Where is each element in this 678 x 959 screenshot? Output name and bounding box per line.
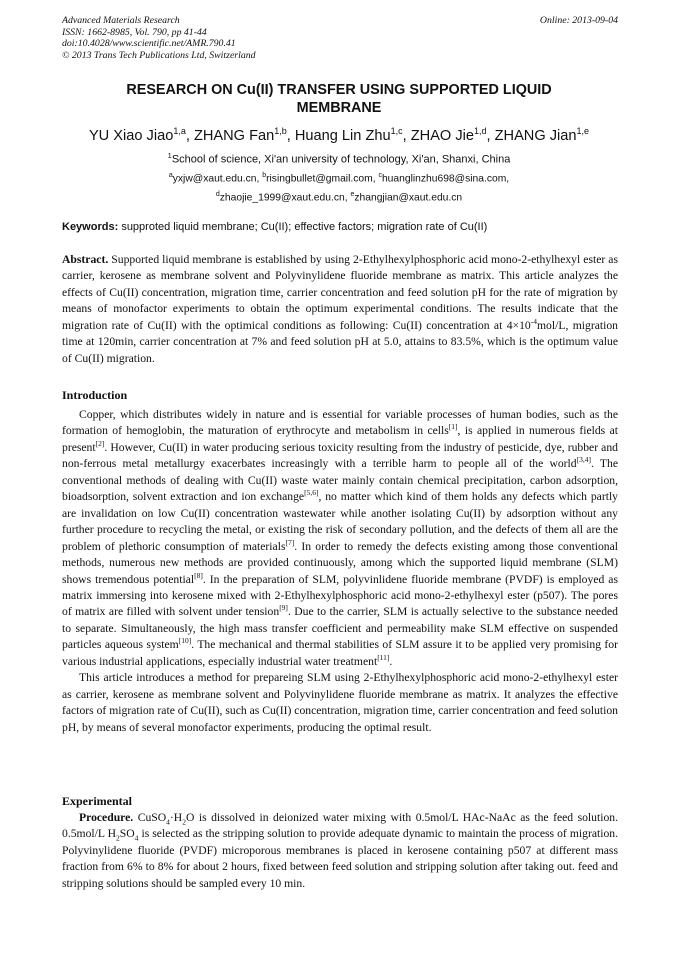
- issn-line: ISSN: 1662-8985, Vol. 790, pp 41-44: [62, 26, 207, 38]
- author-affil-mark: 1,a: [173, 126, 186, 136]
- journal-header: [62, 15, 618, 61]
- email-d: zhaojie_1999@xaut.edu.cn,: [219, 192, 348, 204]
- procedure-label: Procedure.: [79, 811, 134, 824]
- author-affil-mark: 1,b: [274, 126, 287, 136]
- experimental-body: [62, 810, 618, 892]
- email-c: huanglinzhu698@sina.com,: [381, 173, 510, 185]
- paper-title: [72, 81, 606, 117]
- citation: [1]: [448, 422, 458, 432]
- citation: [11]: [377, 652, 390, 662]
- title-line-2: MEMBRANE: [296, 100, 382, 116]
- author-affil-mark: 1,d: [473, 126, 487, 136]
- paragraph: Copper, which distributes widely in nature and is essential for variable processes of human bodies, such as the formation of hemoglobin, the maturation of erythrocyte and metabolism in cells[1], is applied in numerous fields at present[2]. However, Cu(II) in water producing serious toxicity resulting from the industry of pesticide, dye, rubber and non-ferrous metal metallurgy exacerbates increasingly with a terrible harm to people all of the world[3,4]. The conventional methods of dealing with Cu(II) waste water mainly contain chemical precipitation, carbon adsorption, bioadsorption, solvent extraction and ion exchange[5,6], no matter which kind of them holds any defects which partly are invalidation on low Cu(II) concentration wastewater while another isolating Cu(II) by adsorption without any further procedure to recycling the metal, or existing the risk of secondary pollution, and the defects of them all are the problem of plethoric consumption of materials[7]. In order to remedy the defects existing among those conventional methods, numerous new methods are provided continuously, among which the supported liquid membrane (SLM) shows tremendous potential[8]. In the preparation of SLM, polyvinlidene fluoride membrane (PVDF) is employed as matrix immersing into kerosene mixed with 2-Ethylhexylphosphoric acid mono-2-ethylhexyl ester (p507). The pores of matrix are filled with solvent under tension[9]. Due to the carrier, SLM is actually selective to the substance needed to separate. Simultaneously, the high mass transfer coefficient and permeability make SLM effective on suspended particles aqueous system[10]. The mechanical and thermal stabilities of SLM assure it to be applied very promising for various industrial applications, especially industrial water treatment[11].: [62, 408, 619, 668]
- author-list: YU Xiao Jiao$^{1,a}$, ZHANG Fan$^{1,b}$, Huang Lin Zhu$^{1,c}$, ZHAO Jie$^{1,d}$, ZHANG Jian$^{1,e}$: [88, 126, 590, 144]
- online-date: Online: 2013-09-04: [539, 15, 618, 26]
- keywords-text: supproted liquid membrane; Cu(II); effective factors; migration rate of Cu(II): [121, 221, 488, 233]
- citation: [10]: [178, 636, 192, 646]
- affiliation-text: School of science, Xi'an university of technology, Xi'an, Shanxi, China: [171, 153, 511, 166]
- abstract: Abstract. Supported liquid membrane is established by using 2-Ethylhexylphosphoric acid mono-2-ethylhexyl ester as carrier, kerosene as membrane solvent and Polyvinylidene fluoride membrane as matrix. This article analyzes the effects of Cu(II) concentration, migration time, carrier concentration and feed solution pH for the rate of migration by means of monofactor experiments to obtain the optimum experimental conditions. The results indicate that the migration rate of Cu(II) with the optimical conditions as following: Cu(II) concentration at $4\times 10^{-4}mol/L$, migration time at 120min, carrier concentration at 7% and feed solution pH at 5.0, attains to 83.5%, which is the optimum value of Cu(II) migration.: [62, 253, 618, 365]
- author-name: ZHANG Fan: [193, 127, 275, 144]
- email-b: risingbullet@gmail.com,: [266, 173, 376, 185]
- author-name: Huang Lin Zhu: [294, 127, 391, 144]
- author-name: ZHAO Jie: [410, 127, 474, 144]
- section-heading-introduction: Introduction: [62, 388, 128, 402]
- citation: [2]: [95, 439, 105, 449]
- affiliation-mark: 1: [167, 151, 172, 160]
- email-e: zhangjian@xaut.edu.cn: [354, 192, 463, 204]
- citation: [5,6]: [304, 488, 319, 498]
- journal-name: Advanced Materials Research: [62, 15, 180, 26]
- title-line-1: RESEARCH ON Cu(II) TRANSFER USING SUPPORTED LIQUID: [126, 82, 552, 98]
- citation: [7]: [285, 537, 295, 547]
- keywords-label: Keywords:: [62, 221, 119, 233]
- abstract-label: Abstract.: [62, 253, 109, 266]
- author-name: YU Xiao Jiao: [88, 127, 174, 144]
- paragraph: Procedure. $CuSO_4\cdot H_2O$ is dissolved in deionized water mixing with 0.5mol/L HAc-NaAc as the feed solution. 0.5mol/L $H_2SO_4$ is selected as the stripping solution to provide adequate dynamic to maintain the process of migration. Polyvinylidene fluoride (PVDF) microporous membranes is placed in kerosene containing p507 at different mass fraction from 6% to 8% for about 2 hours, fixed between feed solution and stripping solution after taking out. feed and stripping solutions should be sampled every 10 min.: [62, 811, 619, 890]
- citation: [3,4]: [576, 455, 591, 465]
- author-affil-mark: 1,c: [390, 126, 403, 136]
- keywords: [62, 220, 618, 234]
- introduction-body: [62, 407, 618, 736]
- copyright-line: © 2013 Trans Tech Publications Ltd, Switzerland: [62, 49, 256, 61]
- author-affil-mark: 1,e: [576, 126, 590, 136]
- section-heading-experimental: Experimental: [62, 794, 132, 808]
- citation: [9]: [279, 603, 288, 613]
- author-name: ZHANG Jian: [494, 127, 577, 144]
- email-a: yxjw@xaut.edu.cn,: [172, 173, 260, 185]
- email-list: $^a$yxjw@xaut.edu.cn, $^b$risingbullet@gmail.com, $^c$huanglinzhu698@sina.com, $^d$zhaojie_1999@xaut.edu.cn, $^e$zhangjian@xaut.edu.cn: [168, 172, 510, 204]
- paragraph: This article introduces a method for prepareing SLM using 2-Ethylhexylphosphoric acid mono-2-ethylhexyl ester as carrier, kerosene as membrane solvent and Polyvinylidene fluoride membrane as matrix. It analyzes the effective factors of migration rate of Cu(II), such as Cu(II) concentration, migration time, carrier concentration and feed solution pH, by means of several monofactor experiments, producing the optimal result.: [62, 671, 618, 734]
- affiliation: [40, 148, 638, 168]
- doi-line: doi:10.4028/www.scientific.net/AMR.790.41: [62, 38, 236, 50]
- citation: [8]: [194, 570, 203, 580]
